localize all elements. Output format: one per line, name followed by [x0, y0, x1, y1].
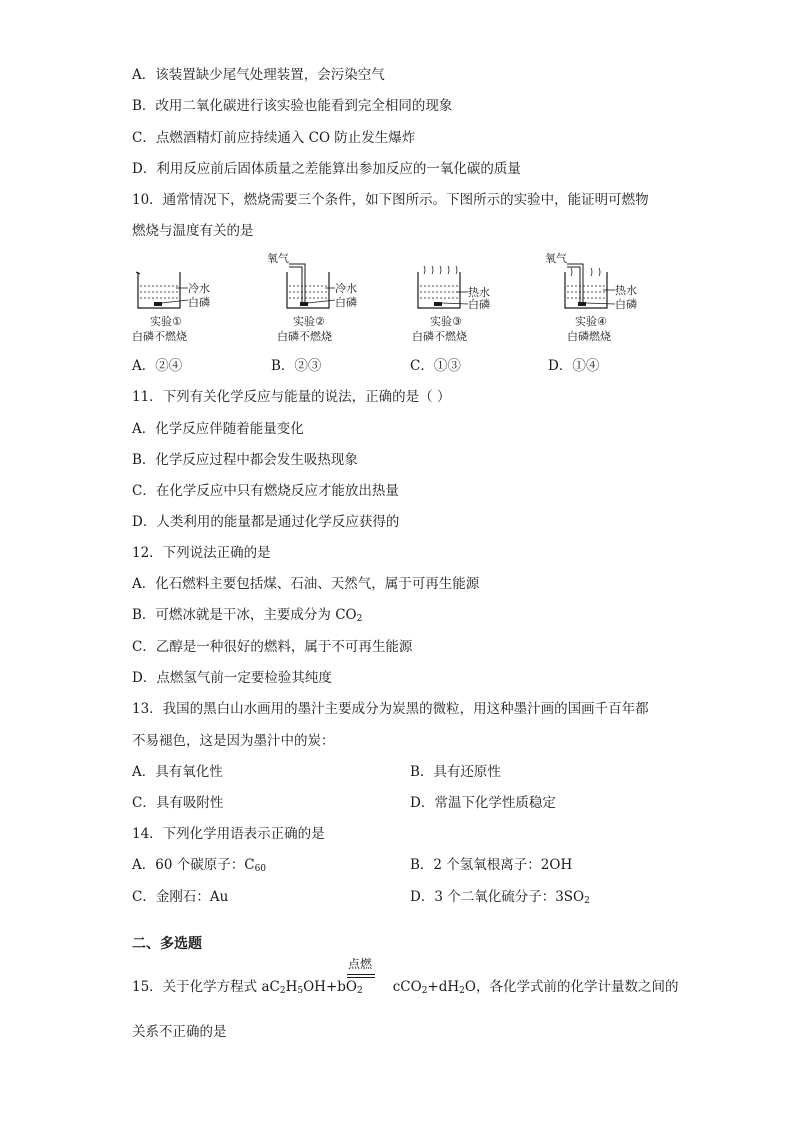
reaction-condition-label: 点燃 — [348, 957, 373, 971]
q9-option-a: A．该装置缺少尾气处理装置，会污染空气 — [132, 67, 385, 83]
q10-option-b: B．②③ — [271, 358, 322, 374]
fig2-exp-label: 实验② — [293, 315, 325, 328]
section-heading-multiple-choice: 二、多选题 — [132, 936, 202, 952]
q14-option-a: A．60 个碳原子：$C_{60}$ — [132, 857, 267, 874]
q13-option-a: A．具有氧化性 — [132, 764, 223, 780]
fig3-exp-label: 实验③ — [430, 315, 462, 328]
q10-option-c: C．①③ — [410, 358, 461, 374]
fig4-exp-label: 实验④ — [575, 315, 607, 328]
q10-stem-line1: 10．通常情况下，燃烧需要三个条件，如下图所示。下图所示的实验中，能证明可燃物 — [132, 192, 649, 208]
fig1-water-label: 冷水 — [188, 282, 210, 295]
q12-option-c: C．乙醇是一种很好的燃料，属于不可再生能源 — [132, 639, 413, 655]
q11-option-a: A．化学反应伴随着能量变化 — [132, 421, 304, 437]
q15-stem-line1: 15．关于化学方程式 $aC_2H_5OH+bO_2$ $cCO_2+dH_2O$，各化学式前的化学计量数之间的 — [132, 979, 679, 996]
reaction-condition-arrow — [347, 957, 375, 981]
fig4-water-label: 热水 — [615, 284, 637, 297]
q11-stem: 11．下列有关化学反应与能量的说法，正确的是（ ） — [132, 389, 451, 405]
fig1-solid-label: 白磷 — [188, 296, 210, 309]
q13-option-b: B．具有还原性 — [410, 764, 501, 780]
experiment-figure-3 — [410, 248, 520, 344]
q9-option-d: D．利用反应前后固体质量之差能算出参加反应的一氧化碳的质量 — [132, 161, 521, 177]
q13-option-c: C．具有吸附性 — [132, 795, 224, 811]
experiment-figure-4 — [545, 248, 655, 344]
q13-stem-line1: 13．我国的黑白山水画用的墨汁主要成分为炭黑的微粒，用这种墨汁画的国画千百年都 — [132, 701, 649, 717]
q12-option-b: B．可燃冰就是干冰，主要成分为 $CO_2$ — [132, 607, 363, 624]
q13-stem-line2: 不易褪色，这是因为墨汁中的炭： — [132, 733, 335, 749]
fig1-exp-label: 实验① — [150, 315, 182, 328]
fig2-solid-label: 白磷 — [335, 296, 357, 309]
q10-stem-line2: 燃烧与温度有关的是 — [132, 223, 254, 239]
q15-stem-line2: 关系不正确的是 — [132, 1024, 227, 1040]
fig2-gas-label: 氧气 — [267, 252, 289, 265]
q12-option-a: A．化石燃料主要包括煤、石油、天然气，属于可再生能源 — [132, 576, 480, 592]
fig1-result-label: 白磷不燃烧 — [132, 330, 187, 343]
q10-option-a: A．②④ — [132, 358, 183, 374]
q12-option-d: D．点燃氢气前一定要检验其纯度 — [132, 670, 332, 686]
fig4-gas-label: 氧气 — [545, 252, 567, 265]
q14-option-c: C．金刚石：Au — [132, 889, 229, 905]
q9-option-b: B．改用二氧化碳进行该实验也能看到完全相同的现象 — [132, 98, 453, 114]
q12-stem: 12．下列说法正确的是 — [132, 545, 271, 561]
q11-option-b: B．化学反应过程中都会发生吸热现象 — [132, 452, 358, 468]
q13-option-d: D．常温下化学性质稳定 — [410, 795, 556, 811]
fig3-solid-label: 白磷 — [468, 298, 490, 311]
fig2-result-label: 白磷不燃烧 — [277, 330, 332, 343]
fig2-water-label: 冷水 — [335, 282, 357, 295]
fig4-result-label: 白磷燃烧 — [567, 330, 611, 343]
q14-stem: 14．下列化学用语表示正确的是 — [132, 826, 325, 842]
q9-option-c: C．点燃酒精灯前应持续通入 CO 防止发生爆炸 — [132, 130, 416, 146]
q11-option-d: D．人类利用的能量都是通过化学反应获得的 — [132, 514, 400, 530]
fig3-water-label: 热水 — [468, 286, 490, 299]
fig3-result-label: 白磷不燃烧 — [412, 330, 467, 343]
q14-option-d: D．3 个二氧化硫分子：$3SO_2$ — [410, 889, 590, 906]
q14-option-b: B．2 个氢氧根离子：2OH — [410, 857, 573, 873]
q11-option-c: C．在化学反应中只有燃烧反应才能放出热量 — [132, 483, 399, 499]
q10-option-d: D．①④ — [548, 358, 600, 374]
experiment-figure-2 — [267, 248, 377, 344]
experiment-figure-1 — [132, 248, 242, 344]
fig4-solid-label: 白磷 — [615, 298, 637, 311]
